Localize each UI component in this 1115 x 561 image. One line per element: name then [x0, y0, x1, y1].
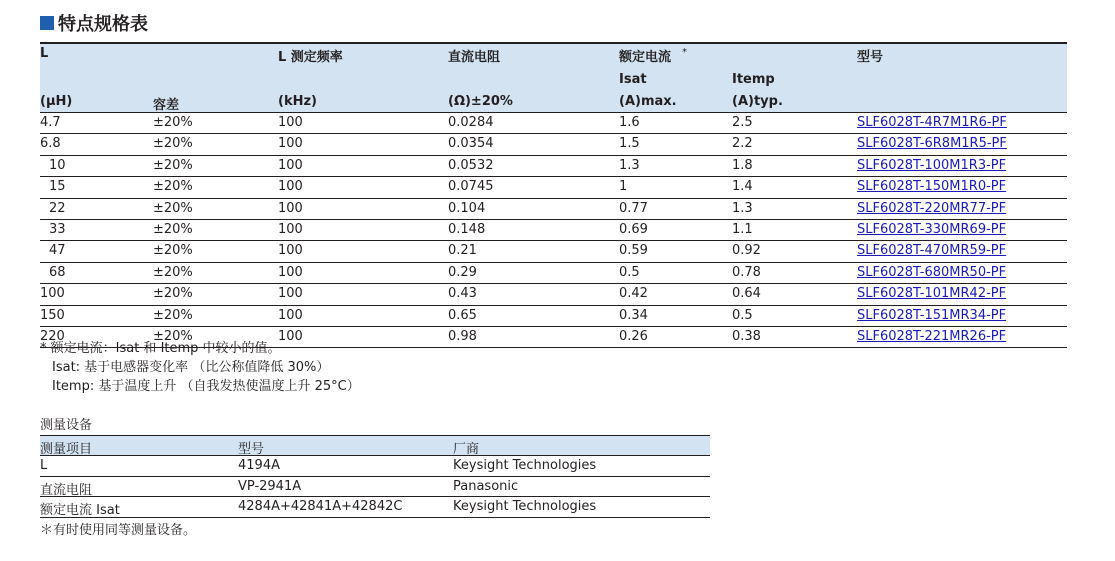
cell-tol: ±20% [153, 243, 193, 259]
cell-inductance: 47 [49, 243, 66, 259]
cell-itemp: 1.8 [732, 157, 753, 173]
cell-dcr: 0.148 [448, 221, 486, 237]
part-number-link[interactable]: SLF6028T-680MR50-PF [857, 264, 1007, 280]
table-row [40, 241, 1067, 262]
cell-dcr: 0.98 [448, 328, 477, 344]
equipment-title: 测量设备 [40, 418, 93, 433]
cell-part [857, 243, 1006, 258]
eq-header-item: 测量项目 [40, 442, 93, 457]
cell-isat: 0.59 [619, 243, 648, 259]
cell-isat: 1.5 [619, 136, 640, 152]
cell-freq: 100 [278, 157, 303, 173]
header-isat-unit: (A)max. [619, 94, 677, 109]
cell-isat: 1.6 [619, 115, 640, 130]
cell-model: VP-2941A [238, 478, 302, 494]
cell-itemp: 1.3 [732, 200, 753, 216]
part-number-link[interactable]: SLF6028T-100M1R3-PF [857, 157, 1007, 173]
table-row [40, 284, 1067, 305]
spec-table-body [40, 113, 1067, 348]
cell-isat: 1.3 [619, 157, 640, 173]
cell-inductance: 220 [40, 328, 65, 344]
cell-dcr: 0.104 [448, 200, 486, 216]
note-isat: Isat: 基于电感器变化率 （比公称值降低 30%） [52, 360, 330, 375]
header-itemp-unit: (A)typ. [732, 94, 783, 109]
cell-isat: 1 [619, 179, 628, 195]
cell-maker: Panasonic [453, 478, 519, 494]
section-title [40, 11, 148, 35]
cell-item: L [40, 458, 48, 473]
header-isat: Isat [619, 72, 647, 87]
cell-freq: 100 [278, 243, 303, 259]
cell-dcr: 0.0284 [448, 115, 494, 130]
cell-tol: ±20% [153, 264, 193, 280]
cell-tol: ±20% [153, 286, 193, 302]
table-row [40, 177, 1067, 198]
cell-part [857, 115, 1007, 130]
spec-table-header [40, 42, 1067, 113]
part-number-link[interactable]: SLF6028T-150M1R0-PF [857, 179, 1007, 195]
part-number-link[interactable]: SLF6028T-470MR59-PF [857, 243, 1007, 259]
cell-freq: 100 [278, 115, 303, 130]
header-l-unit: (μH) [40, 94, 73, 109]
cell-freq: 100 [278, 200, 303, 216]
cell-inductance: 150 [40, 307, 65, 323]
table-row [40, 156, 1067, 177]
cell-itemp: 2.2 [732, 136, 753, 152]
part-number-link[interactable]: SLF6028T-330MR69-PF [857, 221, 1007, 237]
cell-part [857, 179, 1006, 194]
header-tolerance: 容差 [153, 98, 180, 113]
part-number-link[interactable]: SLF6028T-220MR77-PF [857, 200, 1007, 216]
cell-tol: ±20% [153, 136, 193, 152]
header-freq-unit: (kHz) [278, 94, 317, 109]
cell-inductance: 4.7 [40, 115, 61, 130]
cell-tol: ±20% [153, 200, 193, 216]
cell-maker: Keysight Technologies [453, 458, 597, 473]
cell-part [857, 329, 1006, 344]
header-l: L [40, 46, 49, 61]
cell-model: 4284A+42841A+42842C [238, 499, 403, 515]
table-row [40, 220, 1067, 241]
notes [40, 339, 360, 396]
cell-part [857, 222, 1006, 237]
cell-inductance: 68 [49, 264, 66, 280]
cell-freq: 100 [278, 286, 303, 302]
cell-isat: 0.5 [619, 264, 640, 280]
cell-itemp: 0.78 [732, 264, 761, 280]
eq-header-maker: 厂商 [453, 442, 480, 457]
cell-itemp: 0.38 [732, 328, 761, 344]
table-row [40, 199, 1067, 220]
note-rated: * 额定电流：Isat 和 Itemp 中较小的值。 [40, 341, 281, 356]
cell-freq: 100 [278, 221, 303, 237]
header-part: 型号 [857, 50, 884, 65]
section-title-text: 特点规格表 [58, 14, 148, 35]
spec-table [40, 42, 1067, 348]
cell-tol: ±20% [153, 221, 193, 237]
header-freq: L 测定频率 [278, 50, 343, 65]
equipment-table-body [40, 456, 710, 518]
cell-part [857, 136, 1007, 151]
cell-itemp: 0.5 [732, 307, 753, 323]
header-rated: 额定电流 [619, 50, 672, 65]
cell-tol: ±20% [153, 179, 193, 195]
cell-inductance: 33 [49, 221, 66, 237]
cell-tol: ±20% [153, 307, 193, 323]
part-number-link[interactable]: SLF6028T-6R8M1R5-PF [857, 136, 1007, 152]
cell-freq: 100 [278, 328, 303, 344]
equipment-footnote: ＊有时使用同等测量设备。 [40, 523, 197, 538]
part-number-link[interactable]: SLF6028T-4R7M1R6-PF [857, 115, 1007, 130]
cell-part [857, 265, 1006, 280]
cell-itemp: 2.5 [732, 115, 753, 130]
cell-freq: 100 [278, 136, 303, 152]
cell-maker: Keysight Technologies [453, 499, 597, 515]
cell-dcr: 0.29 [448, 264, 477, 280]
table-row [40, 477, 710, 498]
cell-isat: 0.34 [619, 307, 648, 323]
cell-dcr: 0.21 [448, 243, 477, 259]
table-row [40, 113, 1067, 134]
cell-item: 直流电阻 [40, 482, 93, 498]
cell-dcr: 0.0532 [448, 157, 494, 173]
cell-part [857, 308, 1006, 323]
cell-itemp: 1.1 [732, 221, 753, 237]
table-row [40, 497, 710, 518]
note-itemp: Itemp: 基于温度上升 （自我发热使温度上升 25°C） [52, 379, 360, 394]
header-dcr-unit: (Ω)±20% [448, 94, 513, 109]
cell-dcr: 0.0745 [448, 179, 494, 195]
cell-isat: 0.77 [619, 200, 648, 216]
equipment-table-header [40, 435, 710, 456]
table-row [40, 306, 1067, 327]
cell-inductance: 6.8 [40, 136, 61, 152]
cell-isat: 0.42 [619, 286, 648, 302]
cell-dcr: 0.43 [448, 286, 477, 302]
eq-header-model: 型号 [238, 442, 265, 457]
cell-item: 额定电流 Isat [40, 503, 120, 519]
cell-tol: ±20% [153, 157, 193, 173]
part-number-link[interactable]: SLF6028T-101MR42-PF [857, 286, 1007, 302]
cell-dcr: 0.65 [448, 307, 477, 323]
cell-itemp: 1.4 [732, 179, 753, 195]
cell-part [857, 158, 1006, 173]
cell-tol: ±20% [153, 115, 193, 130]
cell-inductance: 10 [49, 157, 66, 173]
cell-itemp: 0.64 [732, 286, 761, 302]
cell-freq: 100 [278, 179, 303, 195]
cell-inductance: 22 [49, 200, 66, 216]
cell-part [857, 286, 1006, 301]
header-rated-mark: * [682, 47, 687, 58]
cell-isat: 0.26 [619, 328, 648, 344]
cell-inductance: 15 [49, 179, 66, 195]
cell-inductance: 100 [40, 286, 65, 302]
cell-itemp: 0.92 [732, 243, 761, 259]
cell-freq: 100 [278, 307, 303, 323]
cell-model: 4194A [238, 458, 280, 473]
part-number-link[interactable]: SLF6028T-221MR26-PF [857, 328, 1007, 344]
cell-freq: 100 [278, 264, 303, 280]
part-number-link[interactable]: SLF6028T-151MR34-PF [857, 307, 1007, 323]
title-square-icon [40, 16, 54, 30]
table-row [40, 134, 1067, 155]
table-row [40, 263, 1067, 284]
table-row [40, 456, 710, 477]
cell-part [857, 201, 1006, 216]
header-itemp: Itemp [732, 72, 775, 87]
equipment-table [40, 435, 710, 518]
cell-isat: 0.69 [619, 221, 648, 237]
cell-dcr: 0.0354 [448, 136, 494, 152]
header-dcr: 直流电阻 [448, 50, 501, 65]
cell-tol: ±20% [153, 328, 193, 344]
